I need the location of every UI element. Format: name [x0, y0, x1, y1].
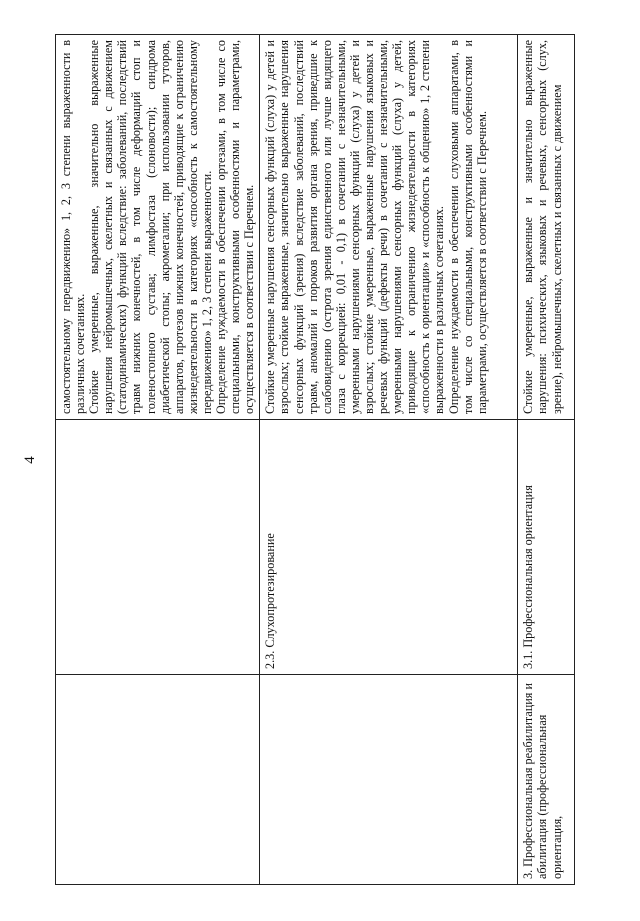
- measure-cell: 3.1. Профессиональная ориентация: [518, 420, 575, 675]
- section-cell: [260, 675, 518, 885]
- measure-cell: [56, 420, 260, 675]
- criteria-paragraph: Стойкие умеренные, выраженные и значительно выраженные нарушения: психических, языковых и речевых, сенсорных (слух, зрение), нейромышечных, скелетных и связанных с движением: [521, 40, 564, 414]
- section-cell: [56, 675, 260, 885]
- table-row: [260, 35, 518, 885]
- table-row: [518, 35, 575, 885]
- section-cell: 3. Профессиональная реабилитация и абилитация (профессиональная ориентация,: [518, 675, 575, 885]
- criteria-paragraph: Определение нуждаемости в обеспечении слуховыми аппаратами, в том числе со специальными, конструктивными особенностями и параметрами, осуществляется в соответствии с Перечнем.: [446, 40, 489, 414]
- page-number: 4: [22, 456, 38, 464]
- criteria-paragraph: Стойкие умеренные, выраженные, значительно выраженные нарушения нейромышечных, скелетных и связанных с движением (статодинамических) функций вследствие: заболеваний, последствий травм нижних конечностей, в том числе деформаций стоп и голеностопного сустава; лимфостаза (слоновости); синдрома диабетической стопы; акромегалии; при использовании туторов, аппаратов, протезов нижних конечностей, приводящие к ограничению жизнедеятельности в категориях «способность к самостоятельному передвижению» 1, 2, 3 степени выраженности.: [87, 40, 214, 414]
- criteria-cell: [260, 35, 518, 420]
- table-row: [56, 35, 260, 885]
- criteria-cell: [518, 35, 575, 420]
- measure-cell: 2.3. Слухопротезирование: [260, 420, 518, 675]
- criteria-paragraph: Определение нуждаемости в обеспечении ортезами, в том числе со специальными, конструктивными особенностями и параметрами, осуществляется в соответствии с Перечнем.: [214, 40, 257, 414]
- criteria-paragraph: Стойкие умеренные нарушения сенсорных функций (слуха) у детей и взрослых; стойкие выраженные, значительно выраженные нарушения сенсорных функций (зрения) вследствие заболеваний, последствий травм, аномалий и пороков развития органа зрения, приведшие к слабовидению (острота зрения единственного или лучше видящего глаза с коррекцией: 0,01 - 0,1) в сочетании с незначительными, умеренными нарушениями сенсорных функций (слуха) у детей и взрослых; стойкие умеренные, выраженные нарушения языковых и речевых функций (дефекты речи) в сочетании с незначительными, умеренными нарушениями сенсорных функций (слуха) у детей, приводящие к ограничению жизнедеятельности в категориях «способность к ориентации» и «способность к общению» 1, 2 степени выраженности в различных сочетаниях.: [263, 40, 447, 414]
- criteria-cell: [56, 35, 260, 420]
- criteria-paragraph: самостоятельному передвижению» 1, 2, 3 степени выраженности в различных сочетаниях.: [59, 40, 88, 414]
- criteria-table: [55, 34, 575, 885]
- rotated-content: [55, 35, 575, 885]
